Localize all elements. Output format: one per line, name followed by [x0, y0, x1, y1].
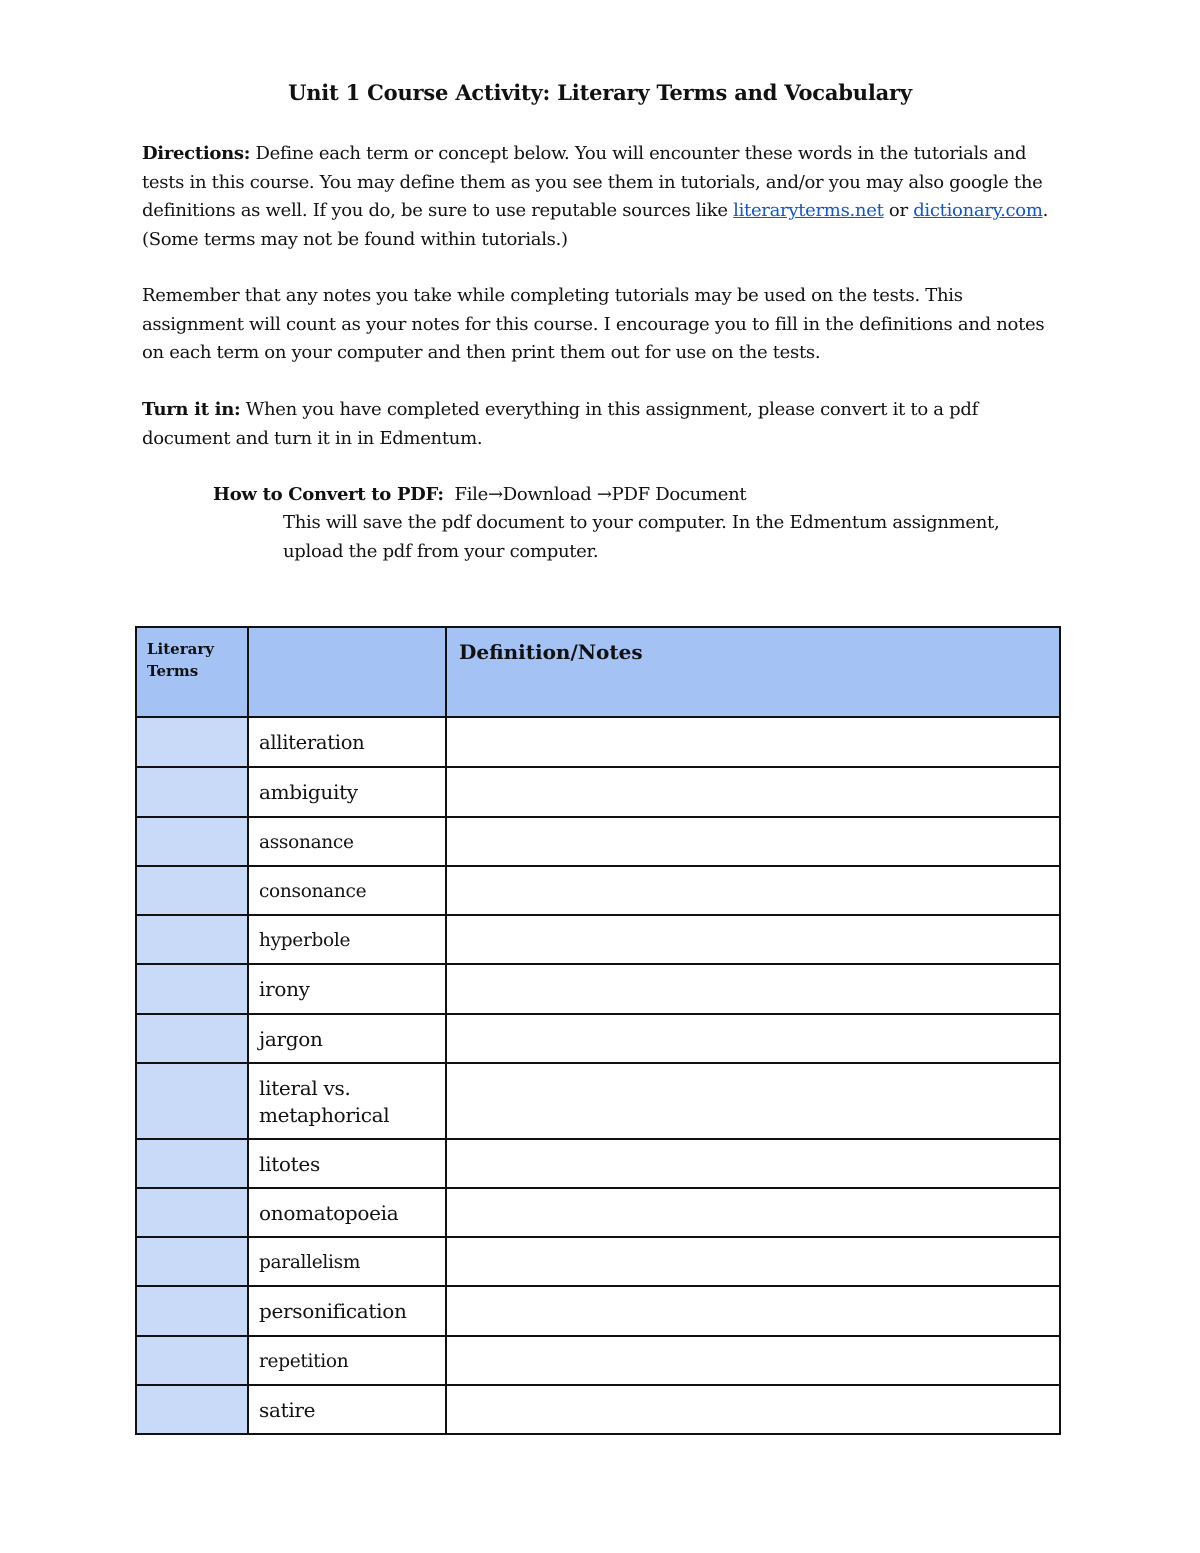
term-cell: litotes	[248, 1139, 446, 1188]
row-shade-cell	[136, 866, 248, 915]
header-definition-notes: Definition/Notes	[446, 627, 1060, 717]
row-shade-cell	[136, 717, 248, 767]
term-cell: irony	[248, 964, 446, 1014]
term-cell: assonance	[248, 817, 446, 866]
definition-cell[interactable]	[446, 1063, 1060, 1139]
table-row	[136, 1336, 1060, 1385]
table-row	[136, 767, 1060, 817]
table-header-row	[136, 627, 1060, 717]
literaryterms-link[interactable]: literaryterms.net	[733, 200, 884, 221]
how-to-convert-line	[213, 481, 746, 510]
definition-cell[interactable]	[446, 717, 1060, 767]
definition-cell[interactable]	[446, 915, 1060, 964]
term-cell: parallelism	[248, 1237, 446, 1286]
remember-paragraph: Remember that any notes you take while completing tutorials may be used on the tests. This assignment will count as your notes for this course. I encourage you to fill in the definitions and notes on each term on your computer and then print them out for use on the tests.	[142, 285, 1045, 363]
directions-paragraph	[142, 140, 1062, 254]
table-row	[136, 1014, 1060, 1063]
term-cell: consonance	[248, 866, 446, 915]
term-cell: repetition	[248, 1336, 446, 1385]
row-shade-cell	[136, 1188, 248, 1237]
row-shade-cell	[136, 1139, 248, 1188]
directions-text-2: or	[883, 200, 914, 221]
definition-cell[interactable]	[446, 964, 1060, 1014]
header-literary-terms: Literary Terms	[136, 627, 248, 717]
definition-cell[interactable]	[446, 1385, 1060, 1434]
table-row	[136, 915, 1060, 964]
table-row	[136, 1188, 1060, 1237]
table-row	[136, 964, 1060, 1014]
definition-cell[interactable]	[446, 1139, 1060, 1188]
term-cell: literal vs. metaphorical	[248, 1063, 446, 1139]
dictionary-link[interactable]: dictionary.com	[913, 200, 1043, 221]
definition-cell[interactable]	[446, 817, 1060, 866]
row-shade-cell	[136, 1286, 248, 1336]
row-shade-cell	[136, 915, 248, 964]
table-row	[136, 1385, 1060, 1434]
term-cell: jargon	[248, 1014, 446, 1063]
term-cell: ambiguity	[248, 767, 446, 817]
definition-cell[interactable]	[446, 1014, 1060, 1063]
turn-in-paragraph	[142, 396, 1062, 453]
table-row	[136, 866, 1060, 915]
term-cell: personification	[248, 1286, 446, 1336]
definition-cell[interactable]	[446, 1286, 1060, 1336]
table-row	[136, 1237, 1060, 1286]
term-cell: onomatopoeia	[248, 1188, 446, 1237]
page-title: Unit 1 Course Activity: Literary Terms and Vocabulary	[288, 80, 912, 105]
row-shade-cell	[136, 1336, 248, 1385]
row-shade-cell	[136, 1385, 248, 1434]
row-shade-cell	[136, 1014, 248, 1063]
row-shade-cell	[136, 817, 248, 866]
how-to-detail: This will save the pdf document to your computer. In the Edmentum assignment, upload the pdf from your computer.	[283, 512, 1000, 562]
definition-cell[interactable]	[446, 767, 1060, 817]
row-shade-cell	[136, 767, 248, 817]
definition-cell[interactable]	[446, 1336, 1060, 1385]
table-row	[136, 1286, 1060, 1336]
table-row	[136, 1063, 1060, 1139]
table-row	[136, 1139, 1060, 1188]
table-row	[136, 717, 1060, 767]
literary-terms-table	[135, 626, 1061, 1435]
row-shade-cell	[136, 1237, 248, 1286]
row-shade-cell	[136, 964, 248, 1014]
directions-label: Directions:	[142, 143, 251, 164]
header-term-column	[248, 627, 446, 717]
directions-text-3: . (Some terms may not be found within tutorials.)	[142, 200, 1049, 250]
directions-text-1: Define each term or concept below. You will encounter these words in the tutorials and tests in this course. You may define them as you see them in tutorials, and/or you may also google the definitions as well. If you do, be sure to use reputable sources like	[142, 143, 1043, 221]
definition-cell[interactable]	[446, 1188, 1060, 1237]
turn-in-label: Turn it in:	[142, 399, 241, 420]
term-cell: satire	[248, 1385, 446, 1434]
row-shade-cell	[136, 1063, 248, 1139]
term-cell: hyperbole	[248, 915, 446, 964]
table-row	[136, 817, 1060, 866]
term-cell: alliteration	[248, 717, 446, 767]
definition-cell[interactable]	[446, 866, 1060, 915]
how-to-label: How to Convert to PDF:	[213, 484, 444, 505]
turn-in-text: When you have completed everything in this assignment, please convert it to a pdf document and turn it in in Edmentum.	[142, 399, 978, 449]
definition-cell[interactable]	[446, 1237, 1060, 1286]
how-to-steps: File→Download →PDF Document	[443, 484, 747, 505]
